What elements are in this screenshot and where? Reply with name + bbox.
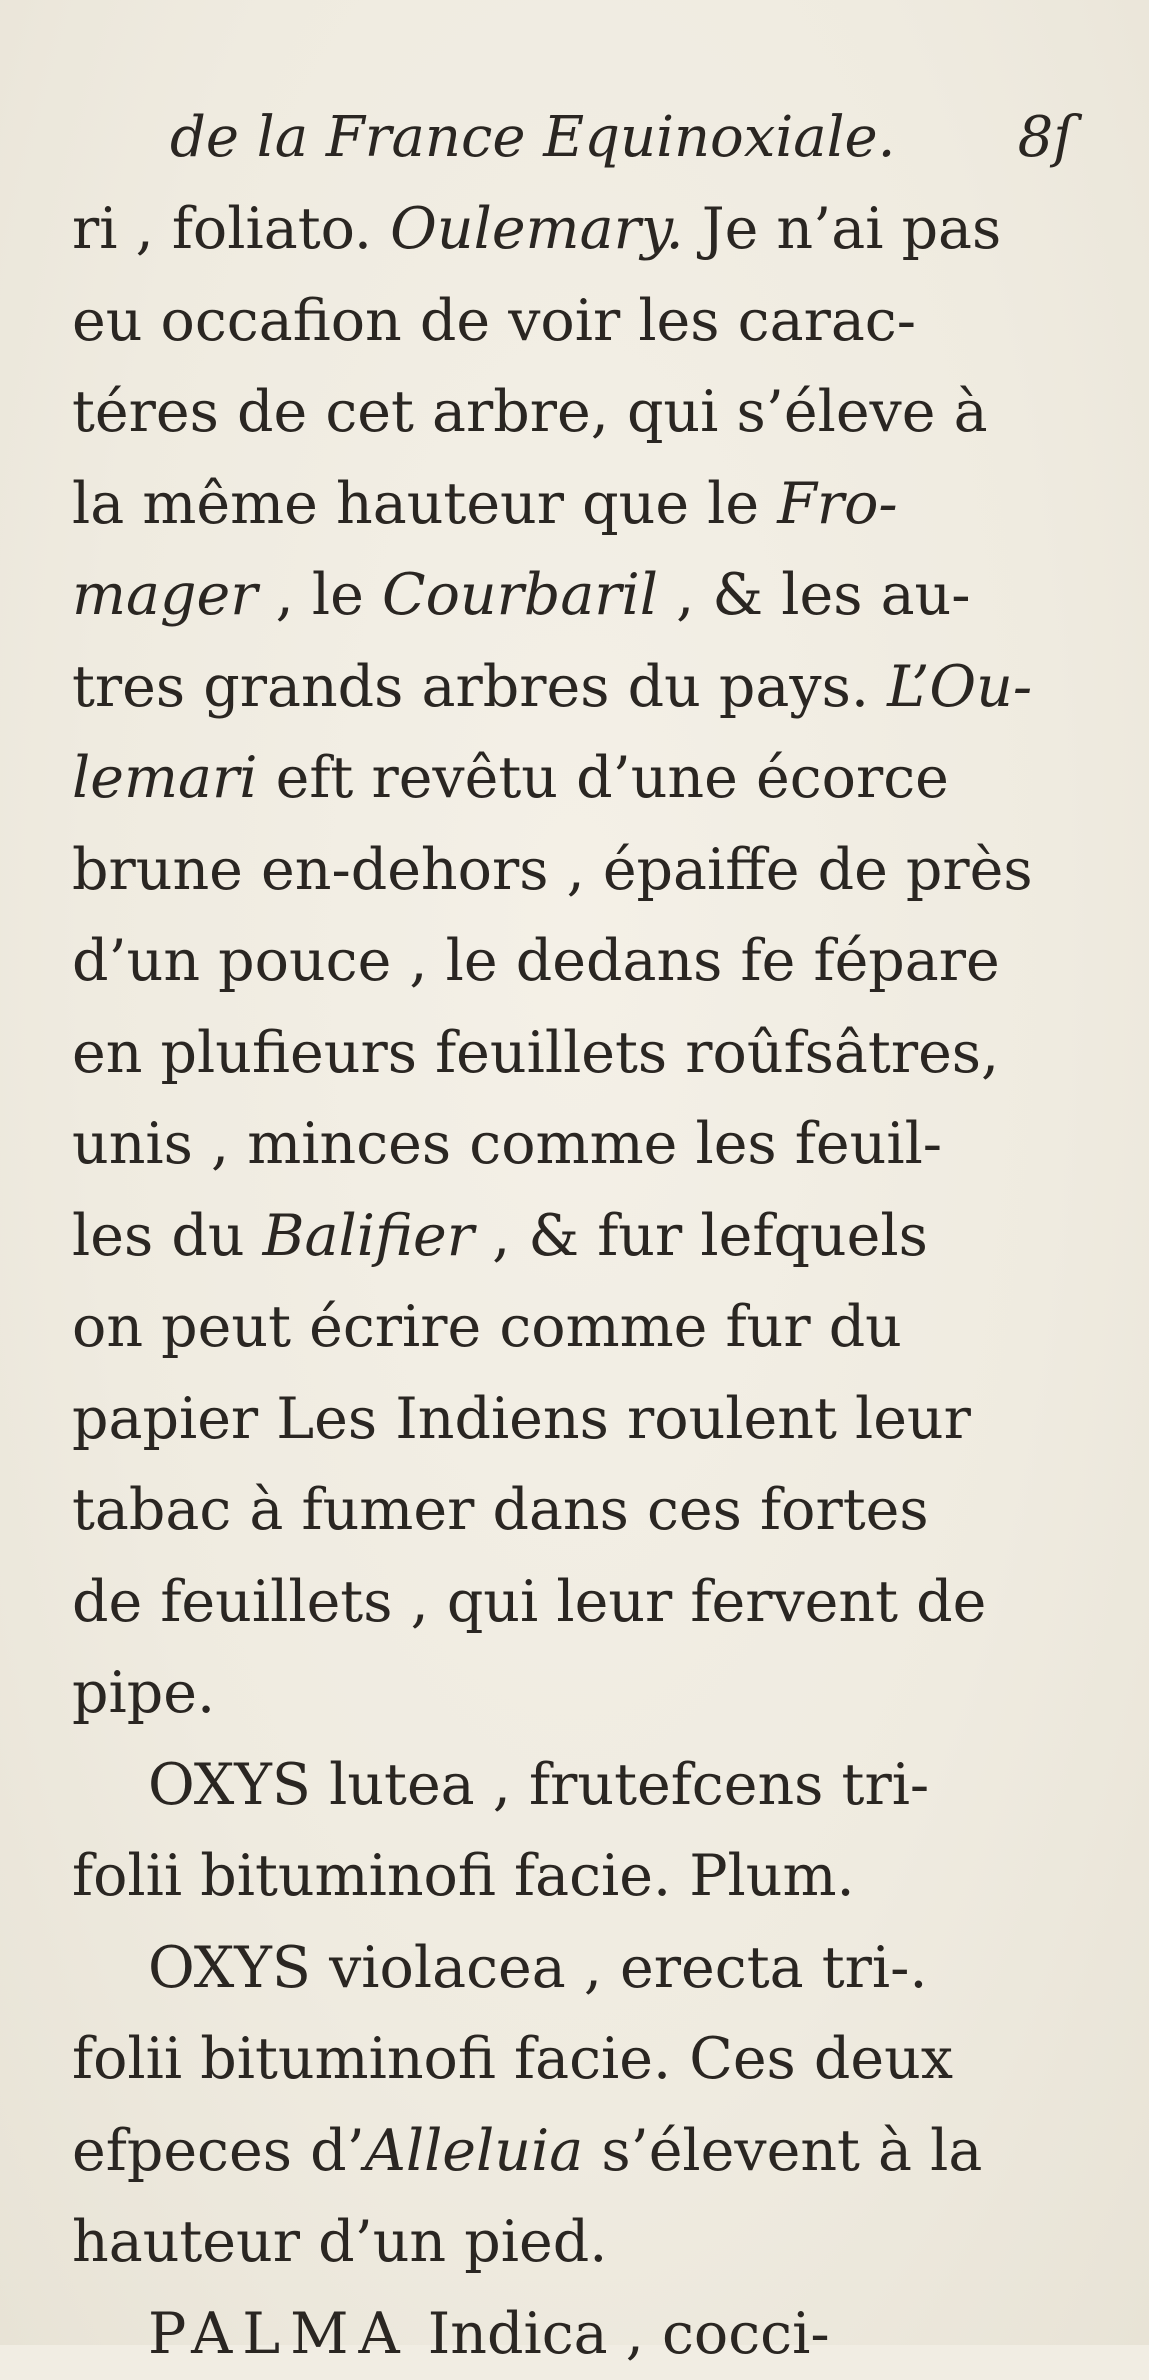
text-line xyxy=(72,733,1082,825)
line-text: eu occafion de voir les carac- xyxy=(72,288,916,354)
line-text: tabac à fumer dans ces fortes xyxy=(72,1477,929,1543)
line-text: brune en-dehors , épaiffe de près xyxy=(72,837,1033,903)
text-line xyxy=(72,1465,1082,1557)
text-line xyxy=(72,916,1082,1008)
line-text: Indica , cocci- xyxy=(410,2301,830,2367)
species-name: L’Ou- xyxy=(887,654,1032,720)
text-line xyxy=(72,2197,1082,2289)
line-text: OXYS violacea , erecta tri-. xyxy=(148,1935,927,2001)
text-line xyxy=(72,2014,1082,2106)
text-line xyxy=(72,459,1082,551)
page-number: 8ſ xyxy=(1018,92,1074,184)
text-line xyxy=(72,2106,1082,2198)
running-head xyxy=(72,92,1082,184)
line-text: OXYS lutea , frutefcens tri- xyxy=(148,1752,929,1818)
text-line xyxy=(72,1099,1082,1191)
species-name: lemari xyxy=(72,745,257,811)
species-name: Fro- xyxy=(777,471,897,537)
line-text: , le xyxy=(258,562,382,628)
page-text xyxy=(72,92,1082,2380)
line-text: Je n’ai pas xyxy=(684,196,1002,262)
text-line xyxy=(72,1740,1082,1832)
running-title: de la France Equinoxiale. xyxy=(170,105,895,170)
text-line xyxy=(72,1831,1082,1923)
text-line xyxy=(72,1008,1082,1100)
line-text: papier Les Indiens roulent leur xyxy=(72,1386,971,1452)
text-line xyxy=(72,550,1082,642)
line-text: folii bituminofi facie. Plum. xyxy=(72,1843,855,1909)
line-text: ri , foliato. xyxy=(72,196,390,262)
text-line xyxy=(72,825,1082,917)
line-text: téres de cet arbre, qui s’éleve à xyxy=(72,379,988,445)
text-line xyxy=(72,1648,1082,1740)
text-line xyxy=(72,1374,1082,1466)
text-line xyxy=(72,184,1082,276)
text-line xyxy=(72,367,1082,459)
line-text: de feuillets , qui leur fervent de xyxy=(72,1569,986,1635)
line-text: pipe. xyxy=(72,1660,215,1726)
line-text: la même hauteur que le xyxy=(72,471,777,537)
line-text: tres grands arbres du pays. xyxy=(72,654,887,720)
entry-heading: PALMA xyxy=(148,2301,410,2367)
line-text: on peut écrire comme fur du xyxy=(72,1294,902,1360)
line-text: d’un pouce , le dedans fe fépare xyxy=(72,928,1000,994)
line-text: unis , minces comme les feuil- xyxy=(72,1111,942,1177)
species-name: Alleluia xyxy=(365,2118,584,2184)
text-line xyxy=(72,1923,1082,2015)
text-line xyxy=(72,1191,1082,1283)
text-line xyxy=(72,2289,1082,2380)
line-text: efpeces d’ xyxy=(72,2118,365,2184)
species-name: Oulemary. xyxy=(390,196,683,262)
line-text: , & les au- xyxy=(658,562,971,628)
line-text: folii bituminofi facie. Ces deux xyxy=(72,2026,953,2092)
line-text: les du xyxy=(72,1203,263,1269)
text-line xyxy=(72,642,1082,734)
text-line xyxy=(72,276,1082,368)
line-text: s’élevent à la xyxy=(583,2118,982,2184)
line-text: , & fur lefquels xyxy=(474,1203,928,1269)
text-line xyxy=(72,1557,1082,1649)
text-line xyxy=(72,1282,1082,1374)
line-text: hauteur d’un pied. xyxy=(72,2209,607,2275)
line-text: en plufieurs feuillets roûfsâtres, xyxy=(72,1020,999,1086)
species-name: Courbaril xyxy=(382,562,658,628)
species-name: Balifier xyxy=(263,1203,474,1269)
line-text: eft revêtu d’une écorce xyxy=(257,745,948,811)
species-name: mager xyxy=(72,562,258,628)
